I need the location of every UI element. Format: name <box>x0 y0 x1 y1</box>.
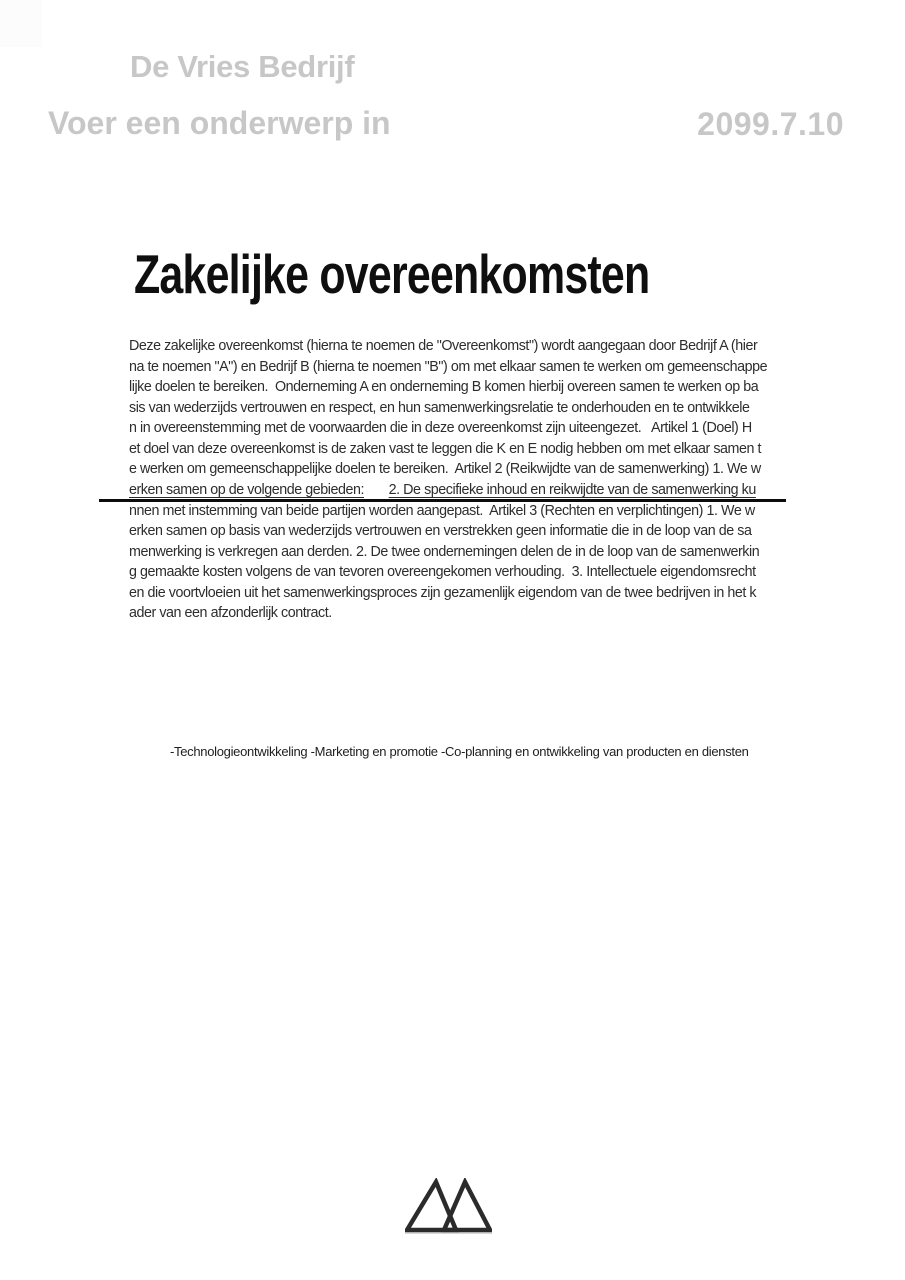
company-name: De Vries Bedrijf <box>130 49 355 84</box>
text-segment: na te noemen "A") en Bedrijf B (hierna te noemen "B") om met elkaar samen te werken om gemeenschappe <box>129 358 768 375</box>
agreement-text-line <box>129 603 819 624</box>
agreement-text-line <box>129 357 819 378</box>
text-segment: nnen met instemming van beide partijen worden aangepast. Artikel 3 (Rechten en verplichtingen) 1. We w <box>129 502 755 519</box>
cooperation-areas-line: -Technologieontwikkeling -Marketing en promotie -Co-planning en ontwikkeling van producten en diensten <box>170 744 749 759</box>
text-segment: n in overeenstemming met de voorwaarden die in deze overeenkomst zijn uiteengezet. Artikel 1 (Doel) H <box>129 420 752 437</box>
text-segment: menwerking is verkregen aan derden. 2. De twee ondernemingen delen de in de loop van de samenwerkin <box>129 543 760 560</box>
agreement-body <box>129 336 819 624</box>
text-segment: lijke doelen te bereiken. Onderneming A en onderneming B komen hierbij overeen samen te werken op ba <box>129 379 759 396</box>
agreement-text-line <box>129 480 819 501</box>
agreement-text-line <box>129 377 819 398</box>
agreement-text-line <box>129 439 819 460</box>
agreement-text-line <box>129 542 819 563</box>
agreement-text-line <box>129 521 819 542</box>
agreement-text-line <box>129 583 819 604</box>
underlined-blank-text: 2. De specifieke inhoud en reikwijdte van de samenwerking ku <box>388 481 756 498</box>
text-segment: sis van wederzijds vertrouwen en respect, en hun samenwerkingsrelatie te onderhouden en te ontwikkele <box>129 399 750 416</box>
document-date: 2099.7.10 <box>697 106 844 142</box>
page-corner-shade <box>0 0 42 47</box>
agreement-text-line <box>129 398 819 419</box>
text-segment <box>364 482 389 498</box>
document-title: Zakelijke overeenkomsten <box>134 243 650 305</box>
subject-placeholder: Voer een onderwerp in <box>48 105 391 141</box>
agreement-text-line <box>129 418 819 439</box>
company-logo <box>405 1178 492 1240</box>
text-segment: erken samen op basis van wederzijds vertrouwen en verstrekken geen informatie die in de loop van de sa <box>129 523 752 540</box>
text-segment: Deze zakelijke overeenkomst (hierna te noemen de "Overeenkomst") wordt aangegaan door Bedrijf A (hier <box>129 338 758 354</box>
text-segment: g gemaakte kosten volgens de van tevoren overeengekomen verhouding. 3. Intellectuele eigendomsrecht <box>129 564 756 581</box>
agreement-text-line <box>129 562 819 583</box>
agreement-text-line <box>129 336 819 357</box>
text-segment: et doel van deze overeenkomst is de zaken vast te leggen die K en E nodig hebben om met elkaar samen t <box>129 440 762 457</box>
agreement-text-line <box>129 459 819 480</box>
mountain-triangles-icon <box>405 1178 492 1235</box>
text-segment: en die voortvloeien uit het samenwerkingsproces zijn gezamenlijk eigendom van de twee bedrijven in het k <box>129 584 757 601</box>
underlined-blank-text: erken samen op de volgende gebieden: <box>129 481 364 498</box>
text-segment: e werken om gemeenschappelijke doelen te bereiken. Artikel 2 (Reikwijdte van de samenwerking) 1. We w <box>129 461 761 478</box>
text-segment: ader van een afzonderlijk contract. <box>129 605 332 622</box>
fill-in-blank-rule <box>99 499 786 502</box>
agreement-text-line <box>129 501 819 522</box>
